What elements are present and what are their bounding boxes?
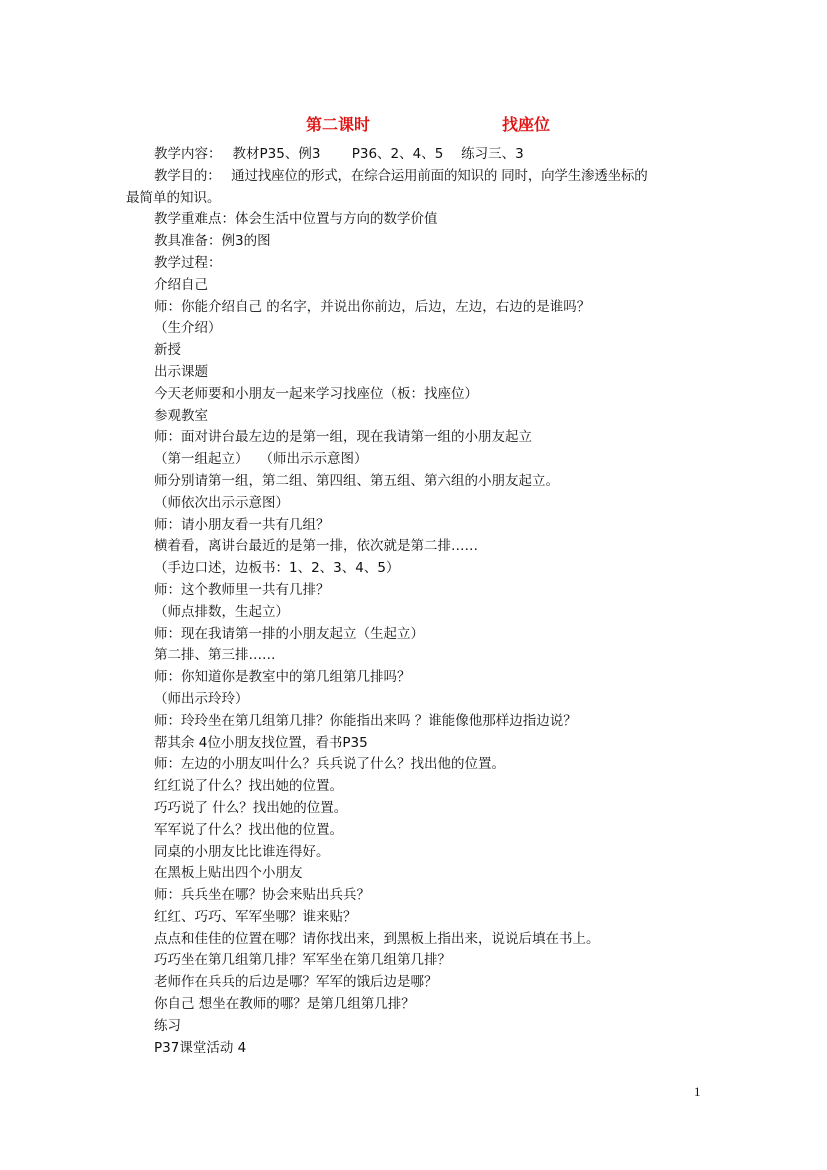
paragraph-line: 教学过程：: [154, 254, 222, 271]
lesson-title: [0, 112, 827, 136]
paragraph-line: 巧巧坐在第几组第几排？军军坐在第几组第几排？: [154, 952, 451, 969]
paragraph-line: 军军说了什么？找出他的位置。: [154, 821, 343, 838]
paragraph-line: 你自己 想坐在教师的哪？是第几组第几排？: [154, 996, 415, 1013]
lesson-topic: 找座位: [502, 115, 551, 134]
paragraph-line: 在黑板上贴出四个小朋友: [154, 865, 303, 882]
paragraph-line: 参观教室: [154, 407, 208, 424]
paragraph-line: 师：面对讲台最左边的是第一组，现在我请第一组的小朋友起立: [154, 429, 532, 446]
paragraph-line: 师：请小朋友看一共有几组？: [154, 516, 330, 533]
paragraph-line: 师：这个教师里一共有几排？: [154, 581, 330, 598]
paragraph-line: 横着看，离讲台最近的是第一排，依次就是第二排……: [154, 538, 478, 555]
paragraph-line: 红红说了什么？找出她的位置。: [154, 778, 343, 795]
paragraph-line: 师：现在我请第一排的小朋友起立（生起立）: [154, 625, 424, 642]
paragraph-line: 红红、巧巧、军军坐哪？谁来贴？: [154, 908, 357, 925]
paragraph-line: 师：左边的小朋友叫什么？兵兵说了什么？找出他的位置。: [154, 756, 505, 773]
paragraph-line: P37课堂活动 4: [154, 1039, 247, 1056]
paragraph-line: 老师作在兵兵的后边是哪？军军的饿后边是哪？: [154, 974, 438, 991]
lesson-number: 第二课时: [306, 115, 371, 134]
paragraph-line: （第一组起立） （师出示示意图）: [154, 451, 368, 468]
paragraph-line: 今天老师要和小朋友一起来学习找座位（板：找座位）: [154, 385, 478, 402]
paragraph-line: 巧巧说了 什么？找出她的位置。: [154, 799, 348, 816]
paragraph-line: 教学目的： 通过找座位的形式，在综合运用前面的知识的 同时，向学生渗透坐标的: [154, 167, 648, 184]
paragraph-line: 同桌的小朋友比比谁连得好。: [154, 843, 330, 860]
lesson-body: [126, 144, 716, 1059]
paragraph-line: 帮其余 4位小朋友找位置，看书P35: [154, 734, 368, 751]
paragraph-line: 第二排、第三排……: [154, 647, 276, 664]
paragraph-line: 最简单的知识。: [126, 189, 221, 206]
paragraph-line: 练习: [154, 1017, 181, 1034]
paragraph-line: （师出示玲玲）: [154, 690, 249, 707]
page-number: 1: [694, 1084, 701, 1099]
paragraph-line: （师点排数，生起立）: [154, 603, 289, 620]
paragraph-line: 新授: [154, 342, 181, 359]
paragraph-line: 师：你能介绍自己 的名字，并说出你前边，后边，左边，右边的是谁吗？: [154, 298, 591, 315]
paragraph-line: 师：玲玲坐在第几组第几排？你能指出来吗 ？谁能像他那样边指边说？: [154, 712, 577, 729]
paragraph-line: （师依次出示示意图）: [154, 494, 289, 511]
paragraph-line: 师：兵兵坐在哪？协会来贴出兵兵？: [154, 887, 370, 904]
paragraph-line: 点点和佳佳的位置在哪？请你找出来，到黑板上指出来，说说后填在书上。: [154, 930, 600, 947]
paragraph-line: 师：你知道你是教室中的第几组第几排吗？: [154, 669, 411, 686]
paragraph-line: 教具准备：例3的图: [154, 233, 271, 250]
paragraph-line: 教学重难点：体会生活中位置与方向的数学价值: [154, 211, 438, 228]
paragraph-line: 出示课题: [154, 363, 208, 380]
paragraph-line: 师分别请第一组，第二组、第四组、第五组、第六组的小朋友起立。: [154, 472, 559, 489]
paragraph-line: （生介绍）: [154, 320, 222, 337]
paragraph-line: 教学内容： 教材P35、例3 P36、2、4、5 练习三、3: [154, 146, 524, 162]
paragraph-line: 介绍自己: [154, 276, 208, 293]
paragraph-line: （手边口述，边板书：1、2、3、4、5）: [154, 560, 400, 577]
